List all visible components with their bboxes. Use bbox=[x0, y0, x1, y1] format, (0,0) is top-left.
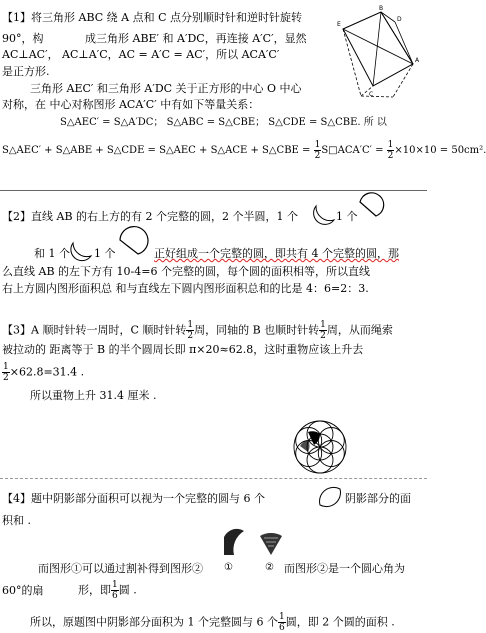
p4-line5: 所以，原题图中阴影部分面积为 1 个完整圆与 6 个 $\frac{1}{6}$ 圆，即 2 个圆的面积 . bbox=[30, 612, 395, 633]
fig-label-A: A bbox=[415, 57, 420, 64]
p1-line6: 对称，在 中心对称图形 ACA′C′ 中有如下等量关系： bbox=[2, 98, 260, 111]
p3-line3: $\frac{1}{2}$ ×62.8=31.4 . bbox=[3, 362, 85, 383]
cut-circle-icon bbox=[116, 222, 150, 256]
p1-line4: 是正方形. bbox=[2, 65, 50, 78]
shaded-sector-figure-2 bbox=[258, 530, 284, 556]
p2-line3: 么直线 AB 的左下方有 10-4=6 个完整的圆，每个圆的面积相等，所以直线 bbox=[2, 265, 370, 278]
fig-label-D: D bbox=[397, 16, 402, 23]
cut-circle-icon bbox=[356, 186, 386, 220]
p4-line1b: 阴影部分的面 bbox=[345, 492, 411, 505]
section-divider bbox=[0, 478, 427, 479]
p2-line2c: 正好组成一个完整的圆，即共有 4 个完整的圆，那 bbox=[154, 247, 399, 260]
figure-label-1: ① bbox=[224, 562, 233, 573]
p4-line3b: 而图形②是一个圆心角为 bbox=[284, 562, 405, 575]
p4-line4b: 形，即 $\frac{1}{6}$ 圆 . bbox=[78, 580, 137, 601]
p1-line2b: 成三角形 ABE′ 和 A′DC，再连接 A′C′，显然 bbox=[85, 32, 307, 45]
fig-label-C: C bbox=[369, 91, 374, 98]
p2-line1b: 1 个 bbox=[336, 210, 358, 223]
p3-line2: 被拉动的 距离等于 B 的半个圆周长即 π×20≈62.8，这时重物应该上升去 bbox=[2, 343, 364, 356]
p2-line4: 右上方圆内图形面积总 和与直线左下圆内图形面积总和的比是 4：6=2：3. bbox=[2, 282, 369, 295]
shaded-petal-figure-1 bbox=[220, 527, 248, 557]
p4-line1a: 【4】题中阴影部分面积可以视为一个完整的圆与 6 个 bbox=[2, 492, 265, 505]
petal-shape-icon bbox=[318, 487, 342, 507]
p2-line1: 【2】直线 AB 的右上方的有 2 个完整的圆，2 个半圆，1 个 bbox=[2, 210, 298, 223]
p1-line1: 【1】将三角形 ABC 绕 A 点和 C 点分别顺时针和逆时针旋转 bbox=[2, 11, 302, 24]
crescent-shape-icon bbox=[70, 238, 94, 260]
fig-label-E: E bbox=[337, 21, 341, 28]
p1-line2a: 90°，构 bbox=[2, 32, 44, 45]
overlapping-circles-figure bbox=[286, 414, 354, 480]
figure-label-2: ② bbox=[265, 562, 274, 573]
triangle-rotation-diagram bbox=[333, 4, 427, 104]
p1-line3: AC⊥AC′， AC⊥A′C，AC = A′C = AC′，所以 ACA′C′ bbox=[2, 48, 280, 61]
crescent-shape-icon bbox=[313, 200, 337, 224]
p1-line5: 三角形 AEC′ 和三角形 A′DC 关于正方形的中心 O 中心 bbox=[30, 82, 302, 95]
p2-line2a: 和 1 个 bbox=[34, 247, 70, 260]
p4-line4a: 60°的扇 bbox=[2, 584, 44, 597]
fig-label-B: B bbox=[379, 5, 384, 12]
p2-line2b: 1 个 bbox=[94, 247, 116, 260]
p3-line4: 所以重物上升 31.4 厘米 . bbox=[30, 389, 157, 402]
p4-line2: 积和 . bbox=[2, 514, 31, 527]
p3-line1: 【3】A 顺时针转一周时，C 顺时针转 $\frac{1}{2}$ 周，同轴的 B 也顺时针转 $\frac{1}{2}$ 周，从而绳索 bbox=[2, 320, 393, 341]
p4-line3a: 而图形①可以通过割补得到图形② bbox=[38, 562, 203, 575]
p1-line8: S△AEC′ + S△ABE + S△CDE = S△AEC + S△ACE + S△CBE = $\frac{1}{2}$ S□ACA′C′ = $\frac{1}{2}$ ×10×10 = 50cm². bbox=[2, 140, 486, 161]
p1-line7: S△AEC′ = S△A′DC； S△ABC = S△CBE； S△CDE = S△CBE. 所 以 bbox=[60, 117, 387, 128]
